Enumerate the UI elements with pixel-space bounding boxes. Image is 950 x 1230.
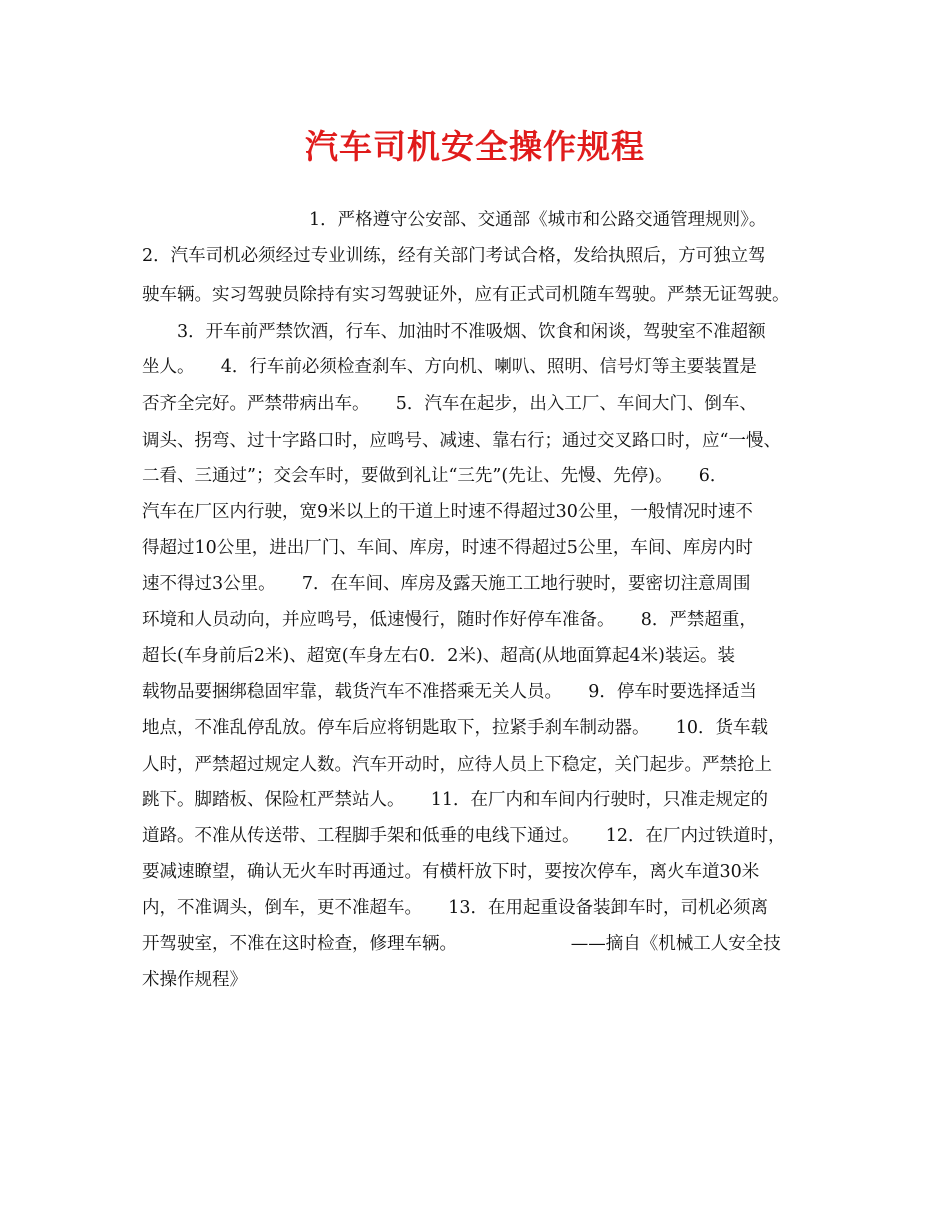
text-line-22: 术操作规程》 <box>142 970 247 990</box>
text-line-19: 要减速瞭望，确认无火车时再通过。有横杆放下时，要按次停车，离火车道30米 <box>142 862 760 882</box>
text-line-7: 调头、拐弯、过十字路口时，应鸣号、减速、靠右行；通过交叉路口时，应“一慢、 <box>142 431 781 451</box>
text-line-1: 1．严格遵守公安部、交通部《城市和公路交通管理规则》。 <box>309 210 767 230</box>
text-line-21: 开驾驶室，不准在这时检查，修理车辆。 ——摘自《机械工人安全技 <box>142 934 781 954</box>
text-line-15: 地点，不准乱停乱放。停车后应将钥匙取下，拉紧手刹车制动器。 10．货车载 <box>142 718 769 738</box>
text-line-20: 内，不准调头，倒车，更不准超车。 13．在用起重设备装卸车时，司机必须离 <box>142 898 769 918</box>
text-line-3: 驶车辆。实习驾驶员除持有实习驾驶证外，应有正式司机随车驾驶。严禁无证驾驶。 <box>142 285 790 305</box>
text-line-18: 道路。不准从传送带、工程脚手架和低垂的电线下通过。 12．在厂内过铁道时， <box>142 826 786 846</box>
document-title: 汽车司机安全操作规程 <box>305 127 645 166</box>
text-line-17: 跳下。脚踏板、保险杠严禁站人。 11．在厂内和车间内行驶时，只准走规定的 <box>142 790 769 810</box>
text-line-14: 载物品要捆绑稳固牢靠，载货汽车不准搭乘无关人员。 9．停车时要选择适当 <box>142 682 757 702</box>
text-line-8: 二看、三通过”；交会车时，要做到礼让“三先”(先让、先慢、先停)。 6． <box>142 466 728 486</box>
text-line-9: 汽车在厂区内行驶，宽9米以上的干道上时速不得超过30公里，一般情况时速不 <box>142 502 753 522</box>
text-line-4: 3．开车前严禁饮酒，行车、加油时不准吸烟、饮食和闲谈，驾驶室不准超额 <box>177 322 766 342</box>
text-line-10: 得超过10公里，进出厂门、车间、库房，时速不得超过5公里，车间、库房内时 <box>142 538 753 558</box>
text-line-12: 环境和人员动向，并应鸣号，低速慢行，随时作好停车准备。 8．严禁超重， <box>142 610 757 630</box>
text-line-13: 超长(车身前后2米)、超宽(车身左右0．2米)、超高(从地面算起4米)装运。装 <box>142 646 735 666</box>
text-line-5: 坐人。 4．行车前必须检查刹车、方向机、喇叭、照明、信号灯等主要装置是 <box>142 357 757 377</box>
text-line-11: 速不得过3公里。 7．在车间、库房及露天施工工地行驶时，要密切注意周围 <box>142 574 751 594</box>
text-line-6: 否齐全完好。严禁带病出车。 5．汽车在起步，出入工厂、车间大门、倒车、 <box>142 394 757 414</box>
text-line-2: 2．汽车司机必须经过专业训练，经有关部门考试合格，发给执照后，方可独立驾 <box>142 246 766 266</box>
text-line-16: 人时，严禁超过规定人数。汽车开动时，应待人员上下稳定，关门起步。严禁抢上 <box>142 755 772 775</box>
